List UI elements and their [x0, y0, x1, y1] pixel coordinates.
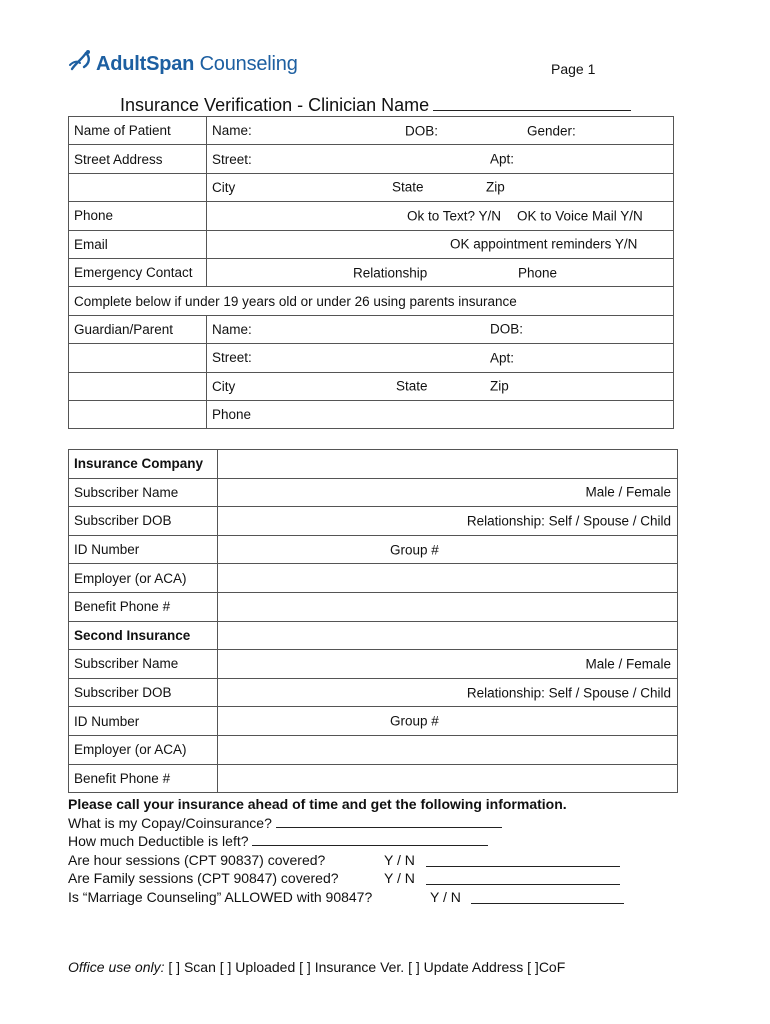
label-street-address: Street Address: [69, 145, 207, 173]
question-deductible: How much Deductible is left?: [68, 832, 567, 851]
table-row: [69, 230, 674, 258]
office-use-label: Office use only:: [68, 959, 165, 975]
table-row: [69, 450, 678, 479]
yn-option[interactable]: Y / N: [384, 851, 415, 868]
patient-info-table: [68, 116, 674, 429]
table-row: [69, 650, 678, 679]
guardian-zip-label: Zip: [490, 378, 509, 394]
guardian-instructions: Complete below if under 19 years old or under 26 using parents insurance: [69, 287, 674, 315]
empty-cell: [69, 344, 207, 372]
group-label-2: Group #: [390, 713, 439, 729]
label-benefit-phone: Benefit Phone #: [69, 592, 218, 621]
table-row: [69, 564, 678, 593]
label-insurance-company: Insurance Company: [69, 450, 218, 479]
city-state-zip-field[interactable]: City State Zip: [207, 173, 674, 201]
subscriber-dob-field-2[interactable]: [218, 678, 678, 707]
guardian-street-field[interactable]: Street: Apt:: [207, 344, 674, 372]
table-row: [69, 707, 678, 736]
marriage-counseling-answer-line[interactable]: [471, 890, 624, 904]
office-use-section: [68, 959, 565, 975]
label-subscriber-dob: Subscriber DOB: [69, 507, 218, 536]
subscriber-name-field-2[interactable]: [218, 650, 678, 679]
table-row: [69, 735, 678, 764]
question-hour-sessions: Are hour sessions (CPT 90837) covered? Y / N: [68, 851, 567, 870]
phone-field[interactable]: [207, 202, 674, 230]
copay-answer-line[interactable]: [276, 814, 502, 828]
deductible-answer-line[interactable]: [252, 832, 488, 846]
empty-cell: [69, 400, 207, 428]
second-insurance-field[interactable]: [218, 621, 678, 650]
relationship-option-2[interactable]: Relationship: Self / Spouse / Child: [466, 685, 671, 701]
gender-label: Gender:: [527, 123, 576, 139]
table-row: [69, 507, 678, 536]
guardian-dob-label: DOB:: [490, 321, 524, 337]
subscriber-dob-field[interactable]: [218, 507, 678, 536]
label-subscriber-name-2: Subscriber Name: [69, 650, 218, 679]
label-name-of-patient: Name of Patient: [69, 117, 207, 145]
ok-to-text: Ok to Text? Y/N: [407, 208, 502, 224]
label-emergency-contact: Emergency Contact: [69, 258, 207, 286]
patient-name-field[interactable]: Name: DOB: Gender:: [207, 117, 674, 145]
page-number: Page 1: [551, 61, 596, 77]
office-use-checkboxes[interactable]: [ ] Scan [ ] Uploaded [ ] Insurance Ver. [ ] Update Address [ ]CoF: [168, 959, 566, 975]
adultspan-logo: [68, 44, 298, 84]
label-second-insurance: Second Insurance: [69, 621, 218, 650]
id-number-field[interactable]: [218, 535, 678, 564]
relationship-option[interactable]: Relationship: Self / Spouse / Child: [466, 513, 671, 529]
label-benefit-phone-2: Benefit Phone #: [69, 764, 218, 793]
state-label: State: [392, 179, 424, 195]
subscriber-name-field[interactable]: [218, 478, 678, 507]
benefit-phone-field[interactable]: [218, 592, 678, 621]
question-copay: What is my Copay/Coinsurance?: [68, 814, 567, 833]
table-row: [69, 592, 678, 621]
dob-label: DOB:: [405, 123, 439, 139]
emergency-contact-field[interactable]: [207, 258, 674, 286]
table-row: [69, 372, 674, 400]
male-female-option[interactable]: Male / Female: [585, 484, 671, 500]
insurance-questions: [68, 795, 567, 907]
ok-reminders: OK appointment reminders Y/N: [450, 236, 638, 252]
benefit-phone-field-2[interactable]: [218, 764, 678, 793]
question-family-sessions: Are Family sessions (CPT 90847) covered? Y / N: [68, 869, 567, 888]
phone-label: Phone: [518, 265, 558, 281]
male-female-option-2[interactable]: Male / Female: [585, 656, 671, 672]
label-subscriber-dob-2: Subscriber DOB: [69, 678, 218, 707]
table-row: [69, 173, 674, 201]
label-employer: Employer (or ACA): [69, 564, 218, 593]
street-field[interactable]: Street: Apt:: [207, 145, 674, 173]
hour-sessions-answer-line[interactable]: [426, 853, 620, 867]
email-field[interactable]: [207, 230, 674, 258]
table-row: [69, 400, 674, 428]
guardian-apt-label: Apt:: [490, 350, 515, 366]
table-row: [69, 344, 674, 372]
table-row: [69, 145, 674, 173]
apt-label: Apt:: [490, 151, 515, 167]
label-subscriber-name: Subscriber Name: [69, 478, 218, 507]
table-row: [69, 202, 674, 230]
empty-cell: [69, 372, 207, 400]
page-title: Insurance Verification - Clinician Name: [120, 94, 631, 116]
leaf-swirl-icon: [68, 49, 94, 79]
guardian-city-field[interactable]: City State Zip: [207, 372, 674, 400]
yn-option[interactable]: Y / N: [430, 888, 461, 905]
label-email: Email: [69, 230, 207, 258]
questions-heading: Please call your insurance ahead of time and get the following information.: [68, 796, 567, 812]
yn-option[interactable]: Y / N: [384, 870, 415, 887]
question-marriage-counseling: Is “Marriage Counseling” ALLOWED with 90847? Y / N: [68, 888, 567, 907]
table-row: [69, 678, 678, 707]
table-row: [69, 621, 678, 650]
guardian-state-label: State: [396, 378, 428, 394]
ok-to-voicemail: OK to Voice Mail Y/N: [517, 208, 643, 224]
clinician-name-line[interactable]: [433, 94, 631, 111]
zip-label: Zip: [486, 179, 505, 195]
label-phone: Phone: [69, 202, 207, 230]
family-sessions-answer-line[interactable]: [426, 871, 620, 885]
table-row: [69, 315, 674, 343]
table-row: [69, 764, 678, 793]
label-id-number: ID Number: [69, 535, 218, 564]
id-number-field-2[interactable]: [218, 707, 678, 736]
group-label: Group #: [390, 542, 439, 558]
table-row: [69, 287, 674, 315]
table-row: [69, 117, 674, 145]
relationship-label: Relationship: [353, 265, 428, 281]
label-guardian-parent: Guardian/Parent: [69, 315, 207, 343]
label-id-number-2: ID Number: [69, 707, 218, 736]
insurance-company-field[interactable]: [218, 450, 678, 479]
logo-wordmark: AdultSpan Counseling: [96, 52, 298, 75]
employer-field-2[interactable]: [218, 735, 678, 764]
insurance-table: [68, 449, 678, 793]
guardian-phone-field[interactable]: Phone: [207, 400, 674, 428]
employer-field[interactable]: [218, 564, 678, 593]
table-row: [69, 535, 678, 564]
table-row: [69, 258, 674, 286]
label-employer-2: Employer (or ACA): [69, 735, 218, 764]
empty-cell: [69, 173, 207, 201]
table-row: [69, 478, 678, 507]
guardian-name-field[interactable]: Name: DOB:: [207, 315, 674, 343]
